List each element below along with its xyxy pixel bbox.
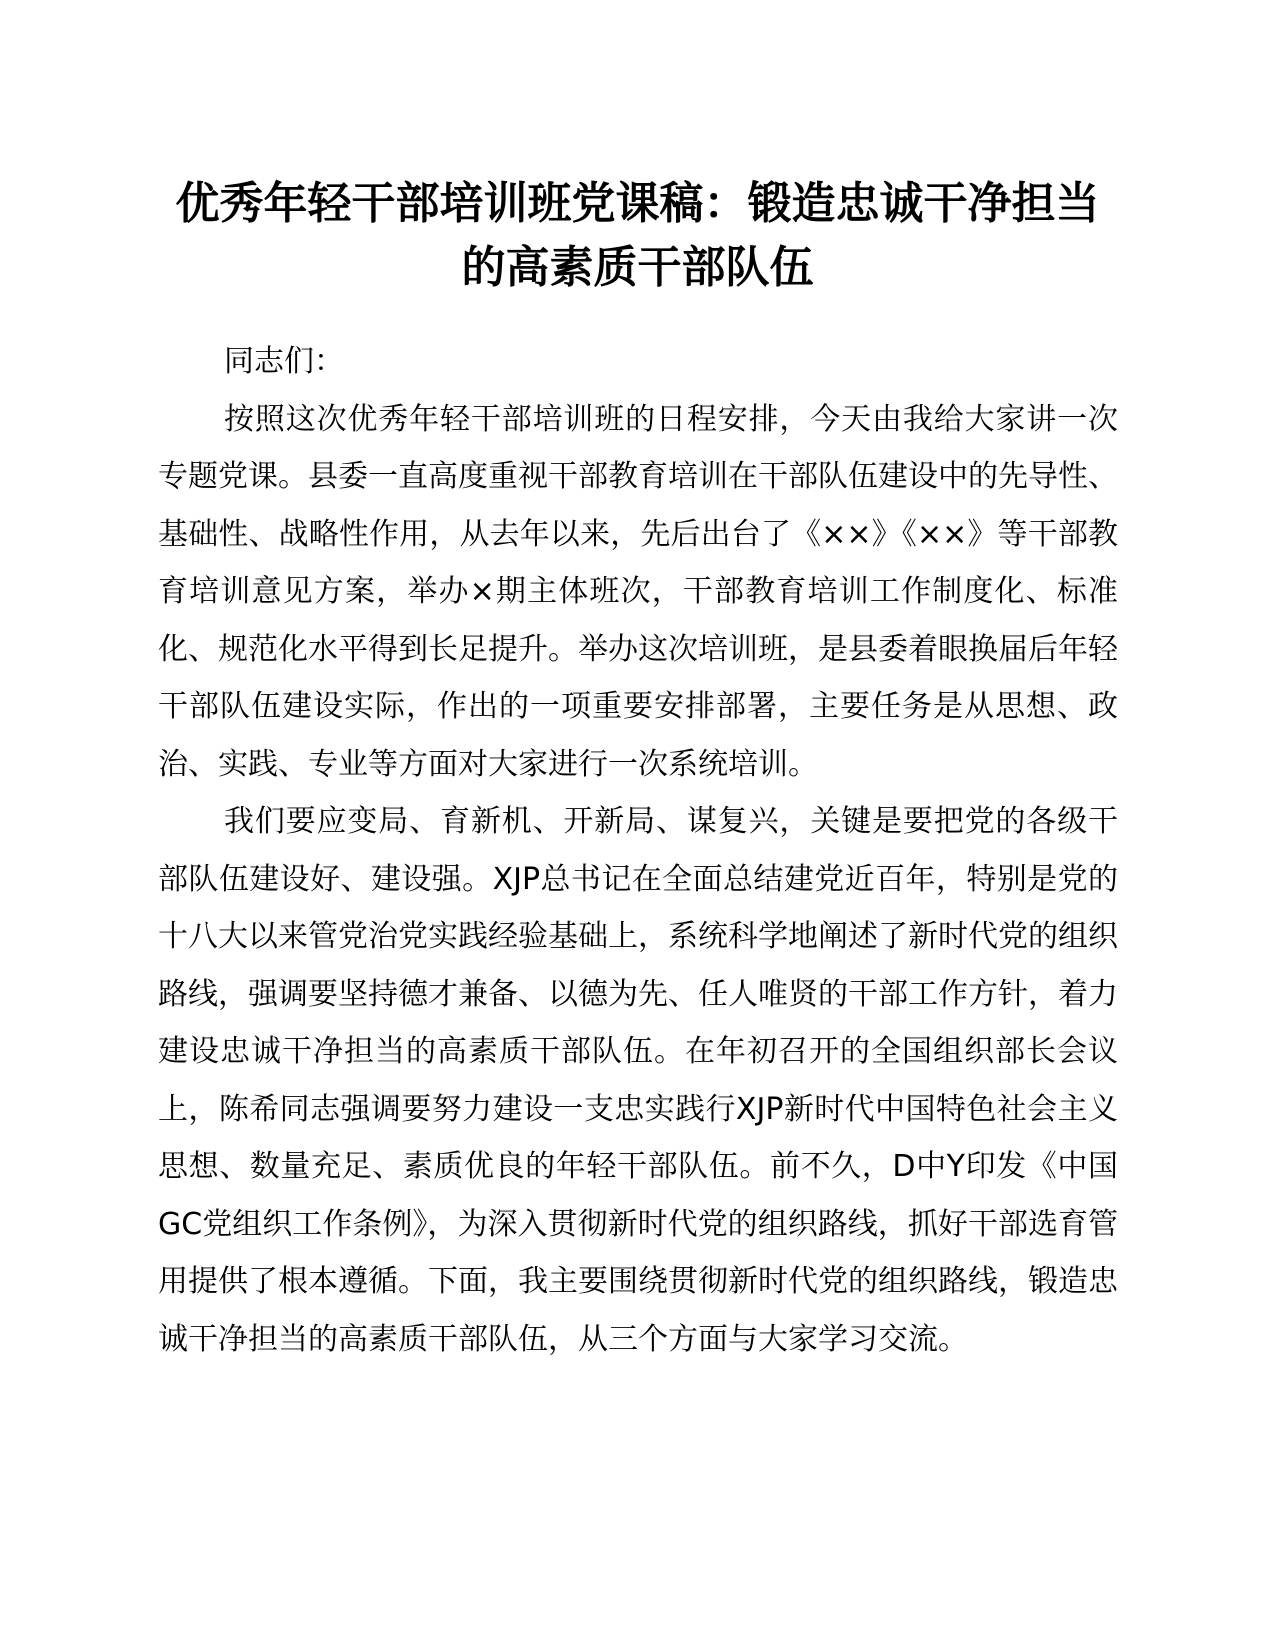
document-title [150, 172, 1125, 300]
document-body [158, 333, 1118, 1368]
title-line-1: 优秀年轻干部培训班党课稿：锻造忠诚干净担当 [175, 178, 1100, 229]
salutation: 同志们： [224, 344, 344, 379]
paragraph-1: 按照这次优秀年轻干部培训班的日程安排，今天由我给大家讲一次专题党课。县委一直高度重视干部教育培训在干部队伍建设中的先导性、基础性、战略性作用，从去年以来，先后出台了《××》《××》等干部教育培训意见方案，举办×期主体班次，干部教育培训工作制度化、标准化、规范化水平得到长足提升。举办这次培训班，是县委着眼换届后年轻干部队伍建设实际，作出的一项重要安排部署，主要任务是从思想、政治、实践、专业等方面对大家进行一次系统培训。 [158, 401, 1118, 782]
paragraph-2: 我们要应变局、育新机、开新局、谋复兴，关键是要把党的各级干部队伍建设好、建设强。XJP总书记在全面总结建党近百年，特别是党的十八大以来管党治党实践经验基础上，系统科学地阐述了新时代党的组织路线，强调要坚持德才兼备、以德为先、任人唯贤的干部工作方针，着力建设忠诚干净担当的高素质干部队伍。在年初召开的全国组织部长会议上，陈希同志强调要努力建设一支忠实践行XJP新时代中国特色社会主义思想、数量充足、素质优良的年轻干部队伍。前不久，D中Y印发《中国GC党组织工作条例》，为深入贯彻新时代党的组织路线，抓好干部选育管用提供了根本遵循。下面，我主要围绕贯彻新时代党的组织路线，锻造忠诚干净担当的高素质干部队伍，从三个方面与大家学习交流。 [158, 804, 1118, 1357]
title-line-2: 的高素质干部队伍 [461, 242, 814, 293]
